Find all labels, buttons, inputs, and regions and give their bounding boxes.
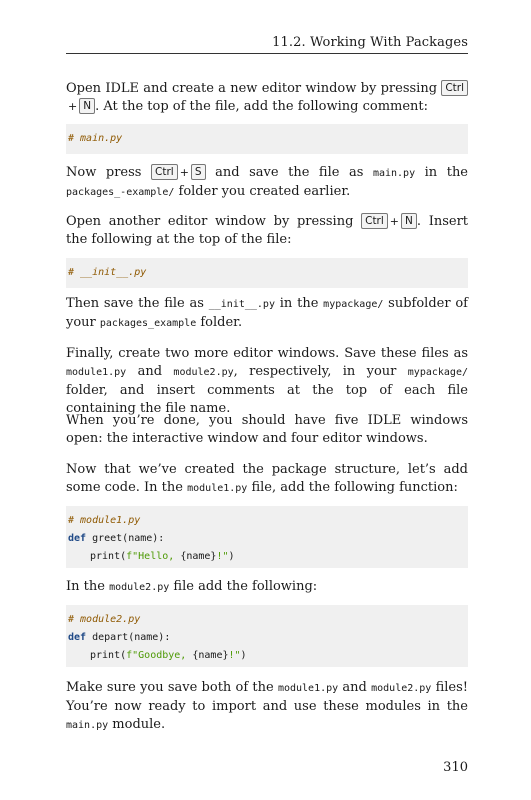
inline-code: module2.py xyxy=(371,683,432,694)
inline-code: packages_-example/ xyxy=(66,187,175,198)
code-line-def xyxy=(68,530,468,548)
code-block-module1 xyxy=(66,506,468,568)
text: Open another editor window by pressing xyxy=(66,214,354,229)
code-line-print xyxy=(68,548,468,566)
code-block-module2 xyxy=(66,605,468,667)
paragraph-five-windows: When you’re done, you should have five IDLE windows open: the interactive window and four editor windows. xyxy=(66,413,468,446)
text: and save the file as xyxy=(205,165,373,180)
code-keyword: def xyxy=(68,533,87,544)
code-string: !" xyxy=(216,551,229,562)
text: Make sure you save both of the xyxy=(66,680,278,695)
code-block-init xyxy=(66,258,468,288)
inline-code: mypackage/ xyxy=(323,299,384,310)
code-string: !" xyxy=(228,650,241,661)
key-n: N xyxy=(401,213,417,229)
inline-code: mypackage/ xyxy=(407,367,468,378)
code-block-main xyxy=(66,124,468,154)
code-keyword: def xyxy=(68,632,87,643)
code-comment: # module2.py xyxy=(68,614,141,625)
key-s: S xyxy=(191,164,206,180)
text: . At the top of the file, add the following comment: xyxy=(95,99,429,114)
key-plus: + xyxy=(389,215,400,228)
code-interp: {name} xyxy=(180,551,217,562)
inline-code: module1.py xyxy=(187,483,248,494)
paragraph-save-init xyxy=(66,295,468,333)
paragraph-module2 xyxy=(66,578,468,597)
code-line-print xyxy=(68,647,468,665)
paragraph-add-code xyxy=(66,461,468,498)
text: , respectively, in your xyxy=(233,364,408,379)
text: files! You’re now ready to import and use these modules in the xyxy=(66,680,468,714)
code-comment: # main.py xyxy=(68,133,123,144)
inline-code: packages_example xyxy=(99,318,197,329)
code-string: f"Goodbye, xyxy=(126,650,193,661)
inline-code: main.py xyxy=(372,168,416,179)
code-interp: {name} xyxy=(192,650,229,661)
inline-code: module2.py xyxy=(109,582,170,593)
code-call: print( xyxy=(90,650,127,661)
text: and xyxy=(338,680,372,695)
text: Finally, create two more editor windows. Save these files as xyxy=(66,346,468,361)
text: Open IDLE and create a new editor window by pressing xyxy=(66,81,438,96)
inline-code: module2.py xyxy=(173,367,234,378)
code-signature: depart(name): xyxy=(86,632,171,643)
text: in the xyxy=(274,296,324,311)
text: module. xyxy=(108,717,166,732)
code-close: ) xyxy=(228,551,235,562)
text: In the xyxy=(66,579,110,594)
code-close: ) xyxy=(240,650,247,661)
text: folder, and insert comments at the top of each file containing the file name. xyxy=(66,383,468,416)
text: . Insert the following at the top of the file: xyxy=(66,214,469,247)
paragraph-open-idle xyxy=(66,80,468,116)
paragraph-create-modules xyxy=(66,345,468,418)
code-comment: # module1.py xyxy=(68,515,141,526)
text: file add the following: xyxy=(169,579,318,594)
key-plus: + xyxy=(179,166,189,179)
paragraph-save-main xyxy=(66,164,468,202)
key-ctrl: Ctrl xyxy=(151,164,178,180)
inline-code: __init__.py xyxy=(208,299,275,310)
paragraph-open-another xyxy=(66,213,468,249)
page-number: 310 xyxy=(443,760,468,775)
text: in the xyxy=(415,165,469,180)
text: and xyxy=(126,364,174,379)
text: folder you created earlier. xyxy=(174,184,351,199)
text: Then save the file as xyxy=(66,296,209,311)
inline-code: module1.py xyxy=(66,367,127,378)
code-signature: greet(name): xyxy=(86,533,165,544)
inline-code: module1.py xyxy=(277,683,339,694)
code-line-def xyxy=(68,629,468,647)
code-string: f"Hello, xyxy=(126,551,181,562)
inline-code: main.py xyxy=(66,720,109,731)
text: Now that we’ve created the package structure, let’s add some code. In the xyxy=(66,462,468,495)
key-ctrl: Ctrl xyxy=(441,80,468,96)
running-header: 11.2. Working With Packages xyxy=(272,35,468,50)
text: folder. xyxy=(196,315,243,330)
text: file, add the following function: xyxy=(247,480,458,495)
code-call: print( xyxy=(90,551,127,562)
key-n: N xyxy=(79,98,95,114)
header-rule xyxy=(66,53,468,54)
text: subfolder of your xyxy=(66,296,468,330)
code-comment: # __init__.py xyxy=(68,267,147,278)
key-ctrl: Ctrl xyxy=(361,213,388,229)
text: Now press xyxy=(66,165,142,180)
key-plus: + xyxy=(68,100,78,113)
paragraph-save-both xyxy=(66,679,468,735)
